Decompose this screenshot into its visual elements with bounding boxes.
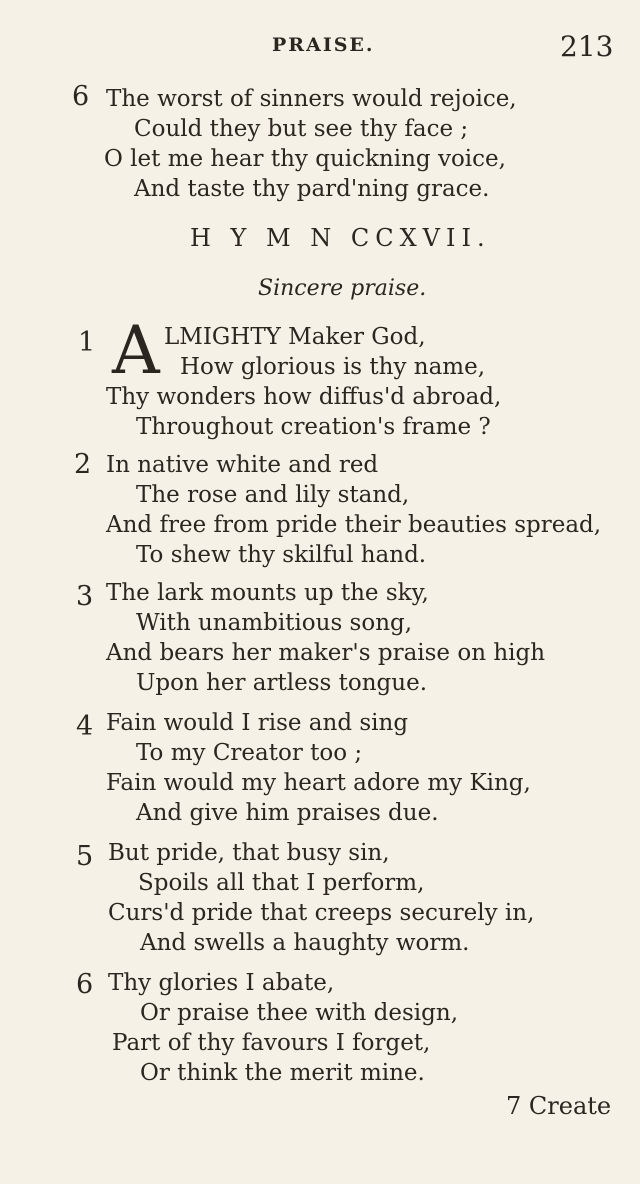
stanza-number: 4 [76,711,94,742]
verse-line: To my Creator too ; [136,740,363,766]
verse-line: With unambitious song, [136,610,413,636]
verse-line: Or think the merit mine. [140,1060,425,1086]
hymn-title: H Y M N CCXVII. [190,224,491,252]
stanza-number: 3 [76,581,94,612]
verse-line: O let me hear thy quickning voice, [104,146,506,172]
verse-line: Curs'd pride that creeps securely in, [108,900,535,926]
verse-line: Spoils all that I perform, [138,870,425,896]
verse-line: Fain would I rise and sing [106,710,409,736]
verse-line: The lark mounts up the sky, [106,580,429,606]
verse-line: In native white and red [106,452,379,478]
verse-line: Upon her artless tongue. [136,670,428,696]
verse-line: The rose and lily stand, [136,482,410,508]
running-head [0,30,640,64]
verse-line: And give him praises due. [136,800,439,826]
stanza-number: 2 [74,449,92,480]
verse-line: And free from pride their beauties spread, [106,512,602,538]
verse-line: Fain would my heart adore my King, [106,770,531,796]
verse-line: But pride, that busy sin, [108,840,390,866]
verse-line: Throughout creation's frame ? [136,414,491,440]
drop-cap: A [112,312,160,389]
verse-line: Or praise thee with design, [140,1000,459,1026]
header-title: PRAISE. [272,34,375,56]
catchword: 7 Create [506,1092,612,1120]
stanza-number: 6 [76,969,94,1000]
verse-line: Thy glories I abate, [108,970,335,996]
verse-line: And bears her maker's praise on high [106,640,546,666]
stanza-number: 5 [76,841,94,872]
hymn-subtitle: Sincere praise. [258,276,427,301]
verse-line: Thy wonders how diffus'd abroad, [106,384,502,410]
verse-line: Could they but see thy face ; [134,116,469,142]
verse-line: How glorious is thy name, [180,354,486,380]
page-number: 213 [560,30,614,63]
verse-line: The worst of sinners would rejoice, [106,86,517,112]
verse-line: LMIGHTY Maker God, [164,324,426,350]
verse-line: And taste thy pard'ning grace. [134,176,490,202]
stanza-number: 1 [78,327,96,358]
verse-line: And swells a haughty worm. [140,930,470,956]
verse-line: Part of thy favours I forget, [112,1030,431,1056]
stanza-number: 6 [72,81,90,112]
verse-line: To shew thy skilful hand. [136,542,427,568]
